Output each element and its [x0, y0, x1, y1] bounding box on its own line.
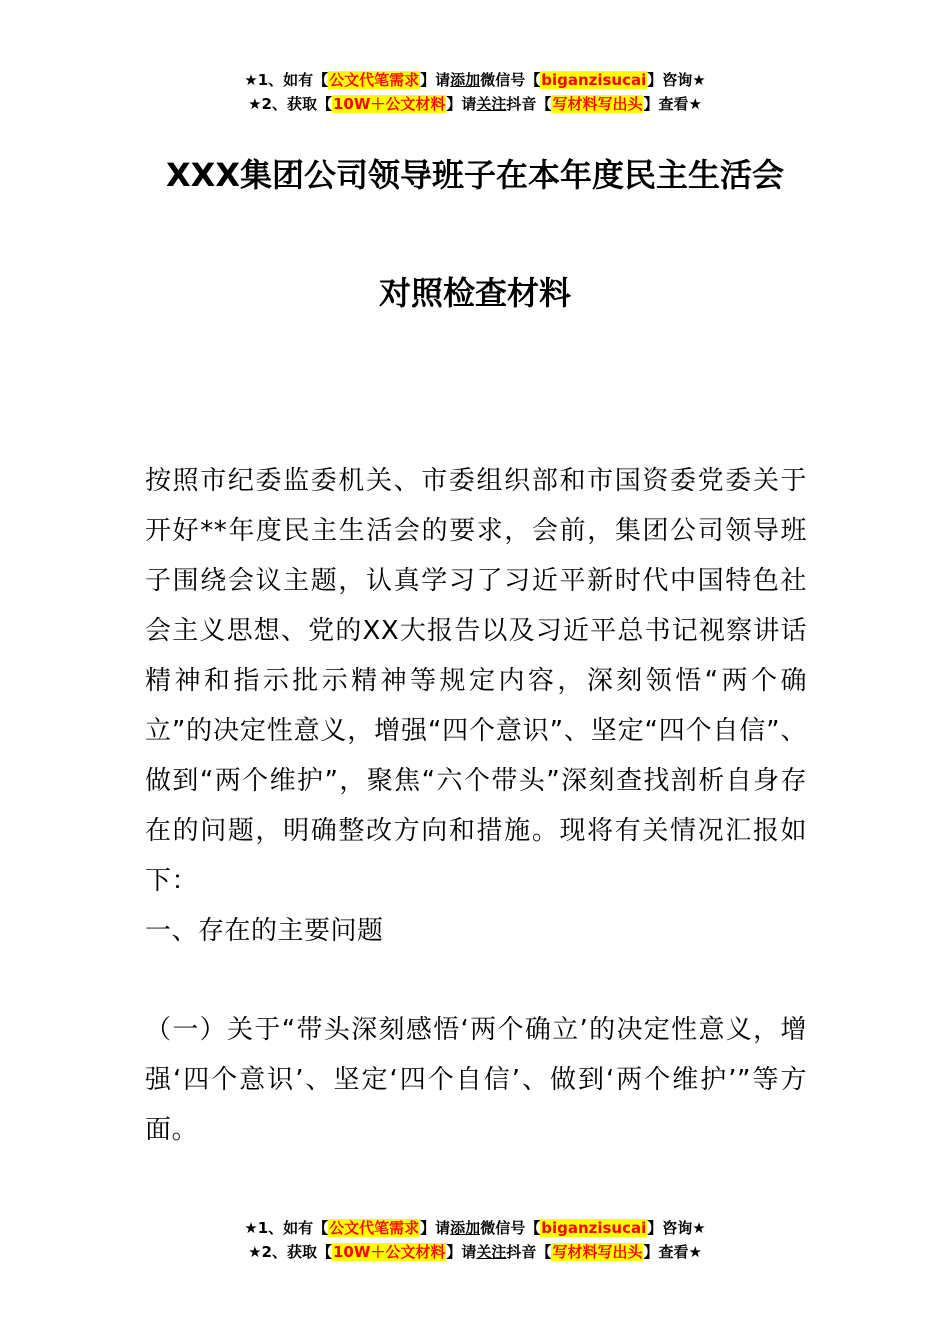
highlight-douyin: 写材料写出头: [552, 95, 643, 113]
promo-line-2: ★2、获取【10W＋公文材料】请关注抖音【写材料写出头】查看★: [248, 1243, 702, 1261]
star-icon: ★: [244, 1219, 258, 1237]
document-title-line-2: 对照检查材料: [378, 274, 571, 312]
highlight-wechat-id: biganzisucai: [541, 71, 647, 89]
document-title-line-1: XXX集团公司领导班子在本年度民主生活会: [165, 156, 785, 194]
star-icon: ★: [248, 95, 262, 113]
highlight-materials: 10W＋公文材料: [332, 95, 446, 113]
star-icon: ★: [692, 1219, 706, 1237]
promo-banner-top: [0, 68, 950, 116]
promo-line-2: ★2、获取【10W＋公文材料】请关注抖音【写材料写出头】查看★: [248, 95, 702, 113]
star-icon: ★: [244, 71, 258, 89]
star-icon: ★: [688, 95, 702, 113]
highlight-service: 公文代笔需求: [329, 71, 420, 89]
highlight-service: 公文代笔需求: [329, 1219, 420, 1237]
intro-paragraph: 按照市纪委监委机关、市委组织部和市国资委党委关于开好**年度民主生活会的要求，会前，集团公司领导班子围绕会议主题，认真学习了习近平新时代中国特色社会主义思想、党的XX大报告以及习近平总书记视察讲话精神和指示批示精神等规定内容，深刻领悟“两个确立”的决定性意义，增强“四个意识”、坚定“四个自信”、做到“两个维护”，聚焦“六个带头”深刻查找剖析自身存在的问题，明确整改方向和措施。现将有关情况汇报如下：: [145, 466, 807, 896]
promo-line-1: ★1、如有【公文代笔需求】请添加微信号【biganzisucai】咨询★: [244, 1219, 706, 1237]
promo-line-1: ★1、如有【公文代笔需求】请添加微信号【biganzisucai】咨询★: [244, 71, 706, 89]
star-icon: ★: [692, 71, 706, 89]
highlight-wechat-id: biganzisucai: [541, 1219, 647, 1237]
star-icon: ★: [688, 1243, 702, 1261]
highlight-douyin: 写材料写出头: [552, 1243, 643, 1261]
section-heading: 一、存在的主要问题: [145, 916, 384, 946]
promo-banner-bottom: [0, 1216, 950, 1264]
highlight-materials: 10W＋公文材料: [332, 1243, 446, 1261]
subsection-heading: （一）关于“带头深刻感悟‘两个确立’的决定性意义，增强‘四个意识’、坚定‘四个自信’、做到‘两个维护’”等方面。: [145, 1015, 807, 1145]
star-icon: ★: [248, 1243, 262, 1261]
